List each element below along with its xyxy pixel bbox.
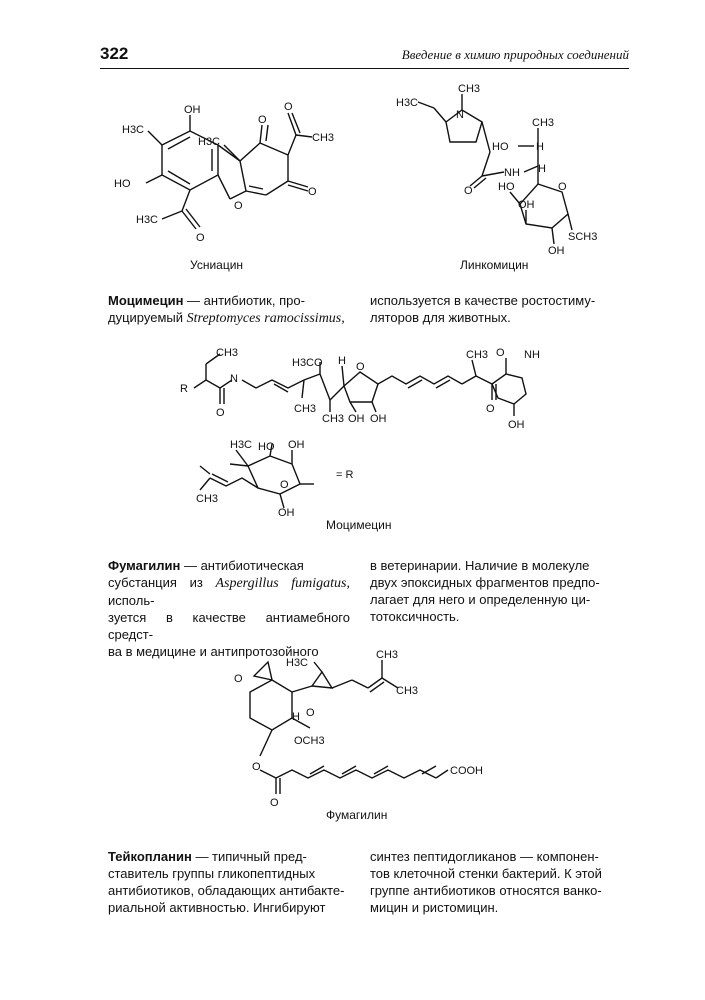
mocimycin-o-pyridone: O [496, 347, 505, 359]
lincomycin-ch3-n: CH3 [458, 83, 481, 95]
fumagillin-left-line4: ва в медицине и антипротозойного [108, 644, 319, 659]
lincomycin-oh-mid: OH [518, 199, 535, 211]
teicoplanin-paragraph-left [108, 848, 350, 916]
mocimycin-nh: NH [524, 349, 540, 361]
lincomycin-ch-2: H [538, 163, 546, 175]
usniacin-structure [100, 95, 350, 255]
mocimycin-oh-a: OH [348, 413, 365, 425]
lincomycin-sch3: SCH3 [568, 231, 598, 243]
fumagillin-paragraph-right [370, 557, 632, 625]
usniacin-oh-top: OH [184, 104, 201, 116]
mocimycin-ch3-a: CH3 [294, 403, 317, 415]
mocimycin-o-ring: O [356, 361, 365, 373]
usniacin-o-top: O [258, 114, 267, 126]
teicoplanin-right-line3: группе антибиотиков относятся ванко- [370, 883, 602, 898]
mocimycin-ch3-ethyl: CH3 [216, 347, 239, 359]
r-h3c: H3C [230, 439, 253, 451]
fumagillin-ch3-top: CH3 [376, 649, 399, 661]
lincomycin-ho-side: HO [492, 141, 509, 153]
fumagillin-right-line4: тотоксичность. [370, 609, 460, 624]
lincomycin-n: N [456, 109, 464, 121]
mocimycin-h-ring: H [338, 355, 346, 367]
mocimycin-oh-pyridone: OH [508, 419, 525, 431]
fumagillin-cooh: COOH [450, 765, 483, 777]
page-number: 322 [100, 44, 129, 63]
lincomycin-o-ring: O [558, 181, 567, 193]
lincomycin-oh-bottom: OH [548, 245, 565, 257]
mocimycin-ch3-b: CH3 [322, 413, 345, 425]
fumagillin-o-epoxide: O [306, 707, 315, 719]
fumagillin-ch3-right: CH3 [396, 685, 419, 697]
fumagillin-term: Фумагилин [108, 558, 181, 573]
teicoplanin-right-line1: синтез пептидогликанов — компонен- [370, 849, 599, 864]
fumagillin-left-line1: — антибиотическая [180, 558, 304, 573]
fumagillin-left-line2-post: исполь- [108, 593, 155, 608]
usniacin-ho-left: HO [114, 178, 131, 190]
teicoplanin-left-line1: — типичный пред- [191, 849, 307, 864]
mocimycin-n: N [230, 373, 238, 385]
mocimycin-paragraph-right [370, 292, 632, 326]
teicoplanin-left-line3: антибиотиков, обладающих антибакте- [108, 883, 345, 898]
fumagillin-paragraph-left [108, 557, 350, 660]
mocimycin-structure [180, 338, 560, 431]
lincomycin-ch-1: H [536, 141, 544, 153]
teicoplanin-right-line2: тов клеточной стенки бактерий. К этой [370, 866, 602, 881]
teicoplanin-term: Тейкопланин [108, 849, 192, 864]
header-rule [100, 68, 629, 69]
fumagillin-right-line1: в ветеринарии. Наличие в молекуле [370, 558, 590, 573]
lincomycin-ch3-side: CH3 [532, 117, 555, 129]
fumagillin-left-line2-pre: субстанция из [108, 575, 216, 590]
r-ch3: CH3 [196, 493, 219, 505]
lincomycin-nh: NH [504, 167, 520, 179]
usniacin-o-right: O [308, 186, 317, 198]
mocimycin-right-line1: используется в качестве ростостиму- [370, 293, 596, 308]
mocimycin-right-line2: ляторов для животных. [370, 310, 511, 325]
usniacin-o-acetyl: O [284, 101, 293, 113]
mocimycin-r: R [180, 383, 188, 395]
fumagillin-h3c: H3C [286, 657, 309, 669]
fumagillin-right-line2: двух эпоксидных фрагментов предпо- [370, 575, 600, 590]
r-o-ring: O [280, 479, 289, 491]
usniacin-h3c-bottom: H3C [136, 214, 159, 226]
mocimycin-organism: Streptomyces ramocissimus, [186, 311, 345, 326]
fumagillin-o-carbonyl: O [270, 797, 279, 809]
r-equals-label: = R [336, 469, 354, 481]
teicoplanin-right-line4: мицин и ристомицин. [370, 900, 499, 915]
running-title: Введение в химию природных соединений [401, 47, 629, 62]
r-oh-bottom: OH [278, 507, 295, 519]
mocimycin-r-structure [196, 436, 366, 519]
r-ho: HO [258, 441, 275, 453]
mocimycin-o-ketone: O [486, 403, 495, 415]
usniacin-ch3-acetyl: CH3 [312, 132, 335, 144]
fumagillin-right-line3: лагает для него и определенную ци- [370, 592, 591, 607]
lincomycin-o-amide: O [464, 185, 473, 197]
mocimycin-paragraph-left [108, 292, 350, 327]
teicoplanin-paragraph-right [370, 848, 632, 916]
usniacin-h3c-center: H3C [198, 136, 221, 148]
mocimycin-left-line2: дуцируемый [108, 310, 187, 325]
lincomycin-ho-ring: HO [498, 181, 515, 193]
r-oh-top: OH [288, 439, 305, 451]
teicoplanin-left-line2: ставитель группы гликопептидных [108, 866, 316, 881]
lincomycin-caption: Линкомицин [460, 258, 529, 272]
teicoplanin-left-line4: риальной активностью. Ингибируют [108, 900, 326, 915]
fumagillin-organism: Aspergillus fumigatus, [215, 576, 350, 591]
mocimycin-ch3-right: CH3 [466, 349, 489, 361]
mocimycin-left-line1: — антибиотик, про- [183, 293, 305, 308]
fumagillin-left-line3: зуется в качестве антиамебного средст- [108, 610, 350, 642]
fumagillin-structure [224, 646, 504, 809]
fumagillin-caption: Фумагилин [326, 808, 388, 822]
mocimycin-term: Моцимецин [108, 293, 184, 308]
fumagillin-och3: OCH3 [294, 735, 325, 747]
usniacin-caption: Усниацин [190, 258, 244, 272]
mocimycin-h3c-top: H3C [292, 357, 315, 369]
fumagillin-h: H [292, 711, 300, 723]
mocimycin-o-methoxy: O [314, 357, 323, 369]
lincomycin-h3c: H3C [396, 97, 419, 109]
fumagillin-o-ester: O [252, 761, 261, 773]
fumagillin-o-spiro: O [234, 673, 243, 685]
mocimycin-o-amide: O [216, 407, 225, 419]
lincomycin-structure [392, 80, 598, 260]
usniacin-o-bottom: O [196, 232, 205, 244]
usniacin-h3c-left: H3C [122, 124, 145, 136]
mocimycin-oh-b: OH [370, 413, 387, 425]
usniacin-o-furan: O [234, 200, 243, 212]
mocimycin-caption: Моцимецин [326, 518, 392, 532]
